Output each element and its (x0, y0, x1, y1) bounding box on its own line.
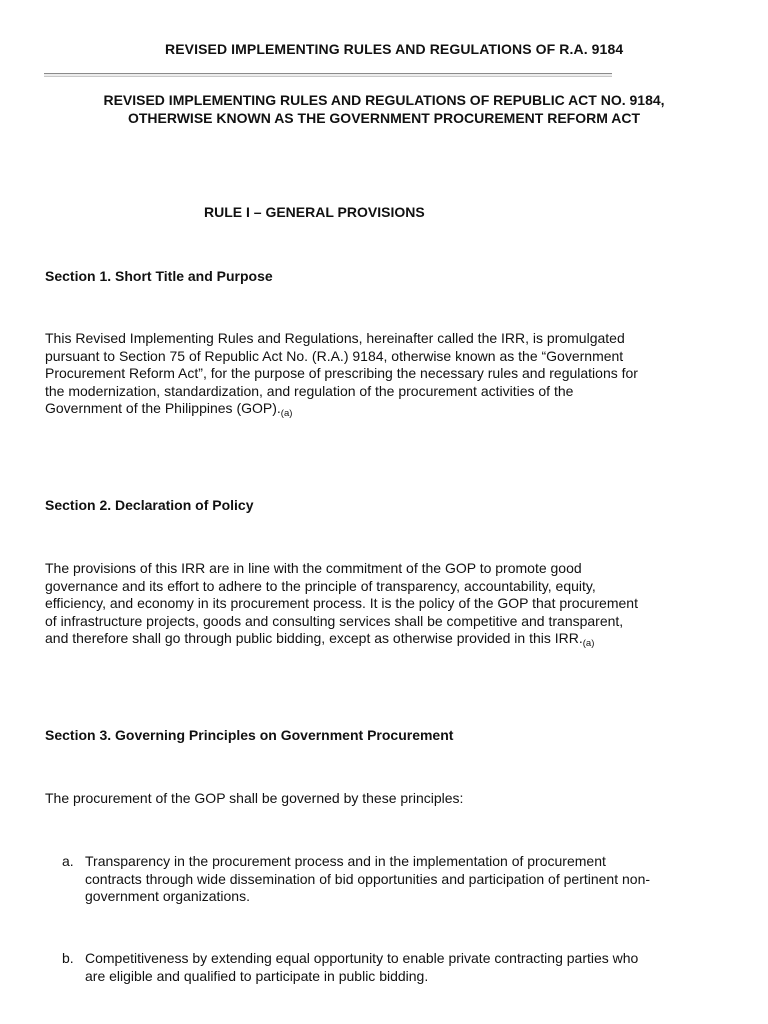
paragraph-line-text: Government of the Philippines (GOP). (45, 400, 281, 416)
list-item-line: contracts through wide dissemination of bid opportunities and participation of pertinent non- (85, 870, 651, 887)
section-2-paragraph (45, 560, 745, 653)
paragraph-line (45, 400, 745, 423)
document-title (40, 91, 728, 127)
running-header: REVISED IMPLEMENTING RULES AND REGULATIONS OF R.A. 9184 (165, 41, 624, 57)
list-item-line: government organizations. (85, 888, 250, 904)
paragraph-line-text: and therefore shall go through public bidding, except as otherwise provided in this IRR. (45, 630, 583, 646)
list-item-line: Transparency in the procurement process and in the implementation of procurement (85, 853, 606, 869)
section-1-paragraph (45, 330, 745, 423)
section-1-heading: Section 1. Short Title and Purpose (45, 268, 273, 284)
paragraph-line: the modernization, standardization, and regulation of the procurement activities of the (45, 382, 574, 399)
paragraph-line (45, 630, 745, 653)
paragraph-line: The provisions of this IRR are in line with the commitment of the GOP to promote good (45, 560, 582, 576)
document-title-line-1: REVISED IMPLEMENTING RULES AND REGULATIONS OF REPUBLIC ACT NO. 9184, (103, 92, 665, 108)
amendment-tag: (a) (280, 408, 293, 419)
amendment-tag: (a) (582, 638, 595, 649)
section-3-heading: Section 3. Governing Principles on Government Procurement (45, 727, 454, 743)
document-title-line-2: OTHERWISE KNOWN AS THE GOVERNMENT PROCUREMENT REFORM ACT (127, 110, 641, 126)
rule-heading: RULE I – GENERAL PROVISIONS (204, 204, 425, 220)
paragraph-line: Procurement Reform Act”, for the purpose of prescribing the necessary rules and regulations for (45, 365, 638, 381)
list-item-body (85, 853, 650, 906)
list-marker: b. (62, 950, 74, 966)
section-3-intro: The procurement of the GOP shall be governed by these principles: (45, 790, 464, 806)
section-2-heading: Section 2. Declaration of Policy (45, 497, 254, 513)
paragraph-line: This Revised Implementing Rules and Regulations, hereinafter called the IRR, is promulgated (45, 330, 625, 346)
paragraph-line: efficiency, and economy in its procurement process. It is the policy of the GOP that procurement (45, 595, 638, 611)
header-divider (44, 73, 612, 77)
paragraph-line: of infrastructure projects, goods and consulting services shall be competitive and transparent, (45, 612, 624, 629)
list-marker: a. (62, 853, 74, 869)
list-item-body (85, 950, 638, 985)
list-item-line: are eligible and qualified to participate in public bidding. (85, 967, 429, 984)
paragraph-line: governance and its effort to adhere to the principle of transparency, accountability, equity, (45, 577, 596, 594)
list-item-line: Competitiveness by extending equal opportunity to enable private contracting parties who (85, 950, 639, 966)
paragraph-line: pursuant to Section 75 of Republic Act No. (R.A.) 9184, otherwise known as the “Government (45, 347, 624, 364)
